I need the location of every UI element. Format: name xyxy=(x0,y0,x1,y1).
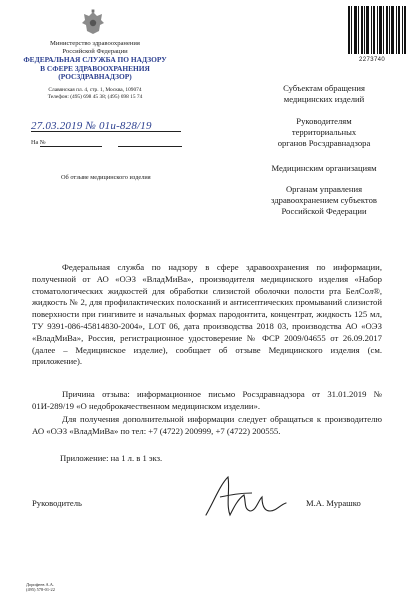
executor-phone: (495) 578-01-22 xyxy=(26,587,55,593)
recipient-block-2 xyxy=(234,116,414,149)
executor-info xyxy=(26,582,55,593)
recipient-line: органов Росздравнадзора xyxy=(277,138,371,148)
header-block xyxy=(10,40,180,101)
recipient-block-3 xyxy=(234,163,414,174)
recipient-block-1 xyxy=(234,83,414,105)
barcode-number: 2273740 xyxy=(359,57,386,63)
ministry-line-2: Российской Федерации xyxy=(62,48,128,55)
emblem-icon xyxy=(78,8,108,38)
na-label: На № xyxy=(31,139,46,146)
recipient-line: территориальных xyxy=(291,127,357,137)
barcode-icon xyxy=(347,6,407,54)
signature-icon xyxy=(200,471,290,521)
recipient-line: Органам управления xyxy=(285,184,363,194)
phone-line: Телефон: (495) 698 45 38; (495) 698 15 74 xyxy=(47,93,143,100)
agency-line-3: (РОСЗДРАВНАДЗОР) xyxy=(58,72,132,82)
agency-line-1: ФЕДЕРАЛЬНАЯ СЛУЖБА ПО НАДЗОРУ xyxy=(23,55,167,64)
reference-underline xyxy=(31,131,181,132)
handwritten-reference: 27.03.2019 № 01и-828/19 xyxy=(31,120,152,132)
recipient-line: здравоохранением субъектов xyxy=(271,195,377,205)
na-rule-number xyxy=(40,146,102,147)
recipient-block-4 xyxy=(234,184,414,217)
recipient-line: Российской Федерации xyxy=(281,206,367,216)
attachment-line: Приложение: на 1 л. в 1 экз. xyxy=(60,453,163,463)
signer-name: М.А. Мурашко xyxy=(306,498,361,508)
subject-line: Об отзыве медицинского изделия xyxy=(61,174,151,181)
ministry-line-1: Министерство здравоохранения xyxy=(50,40,140,47)
signer-role: Руководитель xyxy=(32,498,82,508)
recipient-line: Медицинским организациям xyxy=(271,163,377,173)
recipient-line: медицинских изделий xyxy=(283,94,365,104)
address-line: Славянская пл. 4, стр. 1, Москва, 109074 xyxy=(48,86,142,93)
executor-name: Дорофеев А.А. xyxy=(26,582,55,587)
na-rule-date xyxy=(118,146,182,147)
agency-line-2: В СФЕРЕ ЗДРАВООХРАНЕНИЯ xyxy=(40,63,150,73)
recipient-line: Субъектам обращения xyxy=(283,83,365,93)
body-paragraph-1: Федеральная служба по надзору в сфере здравоохранения по информации, полученной от АО «ОЭЗ «ВладМиВа», производителя медицинского изделия «Набор стоматологических жидкостей для обработки слизистой оболочки полости рта БелСол®, жидкость № 2, для профилактических полосканий и антисептических промываний слизистой поверхности при гингивите и начальных формах пародонтита, концентрат, жидкость 125 мл, ТУ 9391-086-45814830-2004», LOT 06, дата производства 2018 03, производства АО «ОЭЗ «ВладМиВа», Россия, регистрационное удостоверение № ФСР 2009/04655 от 26.09.2017 (далее – Медицинское изделие), сообщает об отзыве Медицинского изделия (см. приложение). xyxy=(32,262,382,367)
body-paragraph-2: Причина отзыва: информационное письмо Росздравнадзора от 31.01.2019 № 01И-289/19 «О недоброкачественном медицинском изделии». xyxy=(32,389,382,411)
body-paragraph-3: Для получения дополнительной информации следует обращаться к производителю АО «ОЭЗ «ВладМиВа» по тел: +7 (4722) 200999, +7 (4722) 200555. xyxy=(32,414,382,436)
recipient-line: Руководителям xyxy=(296,116,352,126)
